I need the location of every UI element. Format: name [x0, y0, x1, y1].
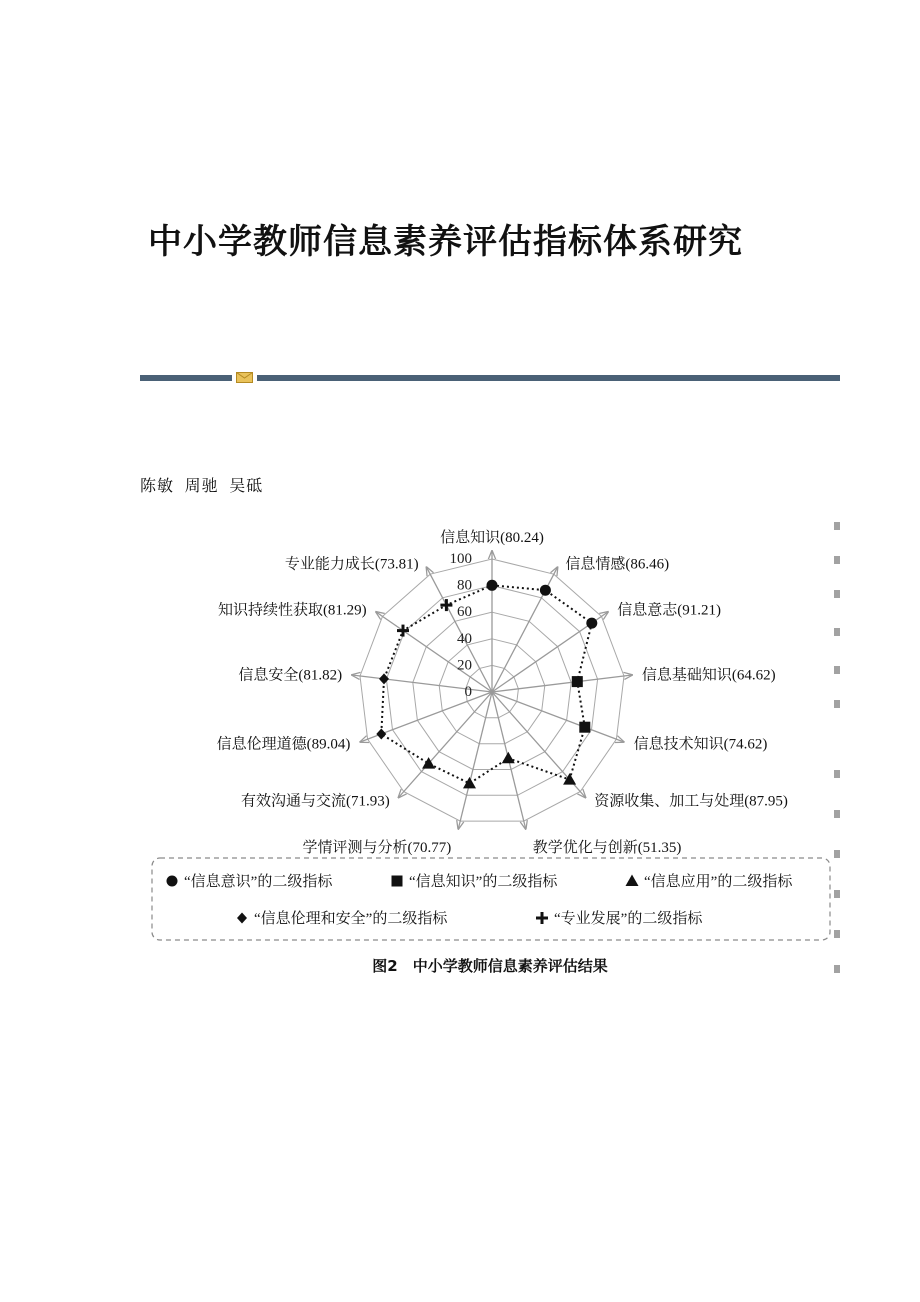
- category-label: 学情评测与分析(70.77): [302, 839, 452, 856]
- data-point-plus: [440, 599, 452, 611]
- legend-label: “信息知识”的二级指标: [409, 874, 558, 890]
- document-title: 中小学教师信息素养评估指标体系研究: [148, 222, 743, 262]
- data-point-circle: [487, 580, 498, 591]
- legend-label: “信息应用”的二级指标: [644, 874, 793, 890]
- category-label: 有效沟通与交流(71.93): [241, 793, 390, 810]
- radial-tick-label: 100: [449, 551, 472, 567]
- category-label: 知识持续性获取(81.29): [217, 602, 367, 619]
- legend-marker-square: [392, 876, 403, 887]
- legend-label: “信息伦理和安全”的二级指标: [254, 911, 448, 927]
- category-label: 教学优化与创新(51.35): [532, 839, 682, 856]
- data-point-square: [572, 676, 583, 687]
- category-label: 信息基础知识(64.62): [641, 667, 776, 684]
- radial-tick-label: 60: [457, 604, 472, 621]
- category-label: 信息知识(80.24): [440, 530, 544, 546]
- radar-chart-figure: [140, 518, 840, 988]
- legend-marker-diamond: [237, 913, 247, 924]
- data-point-triangle: [502, 752, 515, 764]
- category-label: 信息情感(86.46): [565, 556, 670, 573]
- cropped-column-edge: [832, 520, 840, 980]
- legend-label: “专业发展”的二级指标: [554, 911, 703, 927]
- radial-tick-label: 20: [457, 657, 472, 674]
- data-point-diamond: [376, 729, 386, 740]
- data-point-plus: [397, 625, 409, 637]
- chart-legend: [152, 858, 830, 940]
- title-divider-right: [257, 375, 840, 381]
- legend-label: “信息意识”的二级指标: [184, 874, 333, 890]
- radar-axis: [399, 692, 493, 798]
- category-label: 专业能力成长(73.81): [284, 556, 419, 573]
- category-label: 资源收集、加工与处理(87.95): [594, 793, 788, 810]
- author-list: 陈敏 周驰 吴砥: [140, 476, 264, 495]
- radial-tick-label: 40: [457, 630, 472, 647]
- legend-marker-plus: [536, 912, 548, 924]
- data-point-triangle: [463, 777, 476, 789]
- radial-tick-label: 0: [464, 684, 472, 700]
- data-points: [376, 577, 597, 789]
- category-label: 信息伦理道德(89.04): [216, 736, 351, 753]
- category-label: 信息技术知识(74.62): [633, 736, 768, 753]
- category-label: 信息意志(91.21): [617, 602, 722, 619]
- radial-tick-label: 80: [457, 577, 472, 594]
- envelope-icon: [236, 372, 253, 383]
- legend-marker-triangle: [626, 875, 639, 887]
- data-point-square: [579, 722, 590, 733]
- radar-axis: [492, 692, 624, 742]
- data-point-circle: [586, 618, 597, 629]
- figure-caption: 图2 中小学教师信息素养评估结果: [372, 957, 608, 975]
- legend-marker-circle: [167, 876, 178, 887]
- radar-chart: [140, 518, 840, 988]
- title-divider-left: [140, 375, 232, 381]
- category-labels: [217, 529, 788, 856]
- radar-axes: [352, 551, 632, 829]
- category-label: 信息安全(81.82): [238, 667, 343, 684]
- legend-frame: [152, 858, 830, 940]
- radial-tick-labels: [450, 551, 473, 700]
- data-point-circle: [540, 585, 551, 596]
